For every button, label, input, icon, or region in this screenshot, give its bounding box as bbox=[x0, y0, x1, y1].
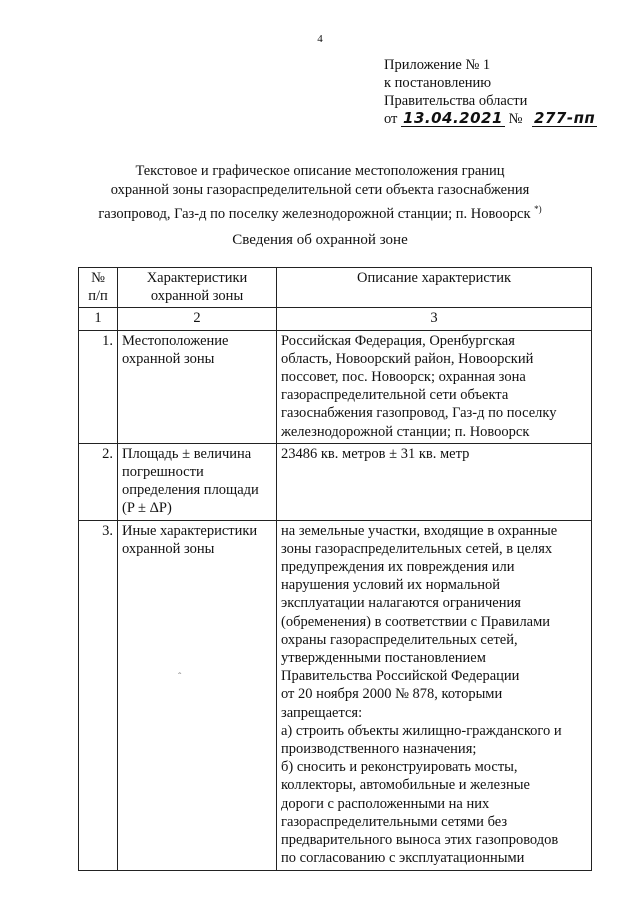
appendix-line-3: Правительства области bbox=[384, 93, 528, 109]
column-number: 3 bbox=[277, 308, 592, 330]
row-description: 23486 кв. метров ± 31 кв. метр bbox=[277, 443, 592, 520]
row-number: 2. bbox=[79, 443, 118, 520]
appendix-block bbox=[384, 56, 597, 128]
row-number: 3. bbox=[79, 520, 118, 870]
table-row bbox=[79, 330, 592, 443]
table-row bbox=[79, 520, 592, 870]
row-number: 1. bbox=[79, 330, 118, 443]
appendix-date-line bbox=[384, 110, 597, 128]
date-prefix: от bbox=[384, 111, 398, 127]
title-line-3: газопровод, Газ-д по поселку железнодорожной станции; п. Новоорск *) bbox=[98, 204, 542, 222]
row-characteristic: Местоположение охранной зоны bbox=[118, 330, 277, 443]
header-number: № п/п bbox=[79, 268, 118, 308]
table-header-row bbox=[79, 268, 592, 308]
appendix-line-1: Приложение № 1 bbox=[384, 57, 491, 73]
row-characteristic: Площадь ± величина погрешности определения площади (P ± ΔP) bbox=[118, 443, 277, 520]
column-number-row bbox=[79, 308, 592, 330]
handwritten-number: 277-пп bbox=[534, 109, 596, 127]
section-subtitle: Сведения об охранной зоне bbox=[232, 232, 408, 248]
column-number: 1 bbox=[79, 308, 118, 330]
header-description: Описание характеристик bbox=[277, 268, 592, 308]
handwritten-date: 13.04.2021 bbox=[403, 109, 503, 127]
title-line-1: Текстовое и графическое описание местоположения границ bbox=[135, 163, 505, 179]
title-line-2: охранной зоны газораспределительной сети объекта газоснабжения bbox=[110, 182, 530, 198]
row-description: на земельные участки, входящие в охранные зоны газораспределительных сетей, в целях предупреждения их повреждения или нарушения условий их нормальной эксплуатации налагаются ограничения (обременения) в соответствии с Правилами охраны газораспределительных сетей, утвержденными постановлением Правительства Российской Федерации от 20 ноября 2000 № 878, которыми запрещается: а) строить объекты жилищно-гражданского и производственного назначения; б) сносить и реконструировать мосты, коллекторы, автомобильные и железные дороги с расположенными на них газораспределительными сетями без предварительного выноса этих газопроводов по согласованию с эксплуатационными bbox=[277, 520, 592, 870]
number-sign: № bbox=[508, 111, 523, 127]
header-characteristic: Характеристики охранной зоны bbox=[118, 268, 277, 308]
table-row bbox=[79, 443, 592, 520]
row-characteristic: Иные характеристики охранной зоны bbox=[118, 520, 277, 870]
footnote-mark: *) bbox=[534, 204, 542, 214]
column-number: 2 bbox=[118, 308, 277, 330]
document-title bbox=[60, 162, 580, 224]
zone-info-table bbox=[78, 267, 592, 871]
appendix-line-2: к постановлению bbox=[384, 75, 492, 91]
stray-mark: ˆ bbox=[178, 672, 182, 683]
page-number: 4 bbox=[317, 33, 323, 45]
row-description: Российская Федерация, Оренбургская область, Новоорский район, Новоорский поссовет, пос. Новоорск; охранная зона газораспределительной сети объекта газоснабжения газопровод, Газ-д по поселку железнодорожной станции; п. Новоорск bbox=[277, 330, 592, 443]
